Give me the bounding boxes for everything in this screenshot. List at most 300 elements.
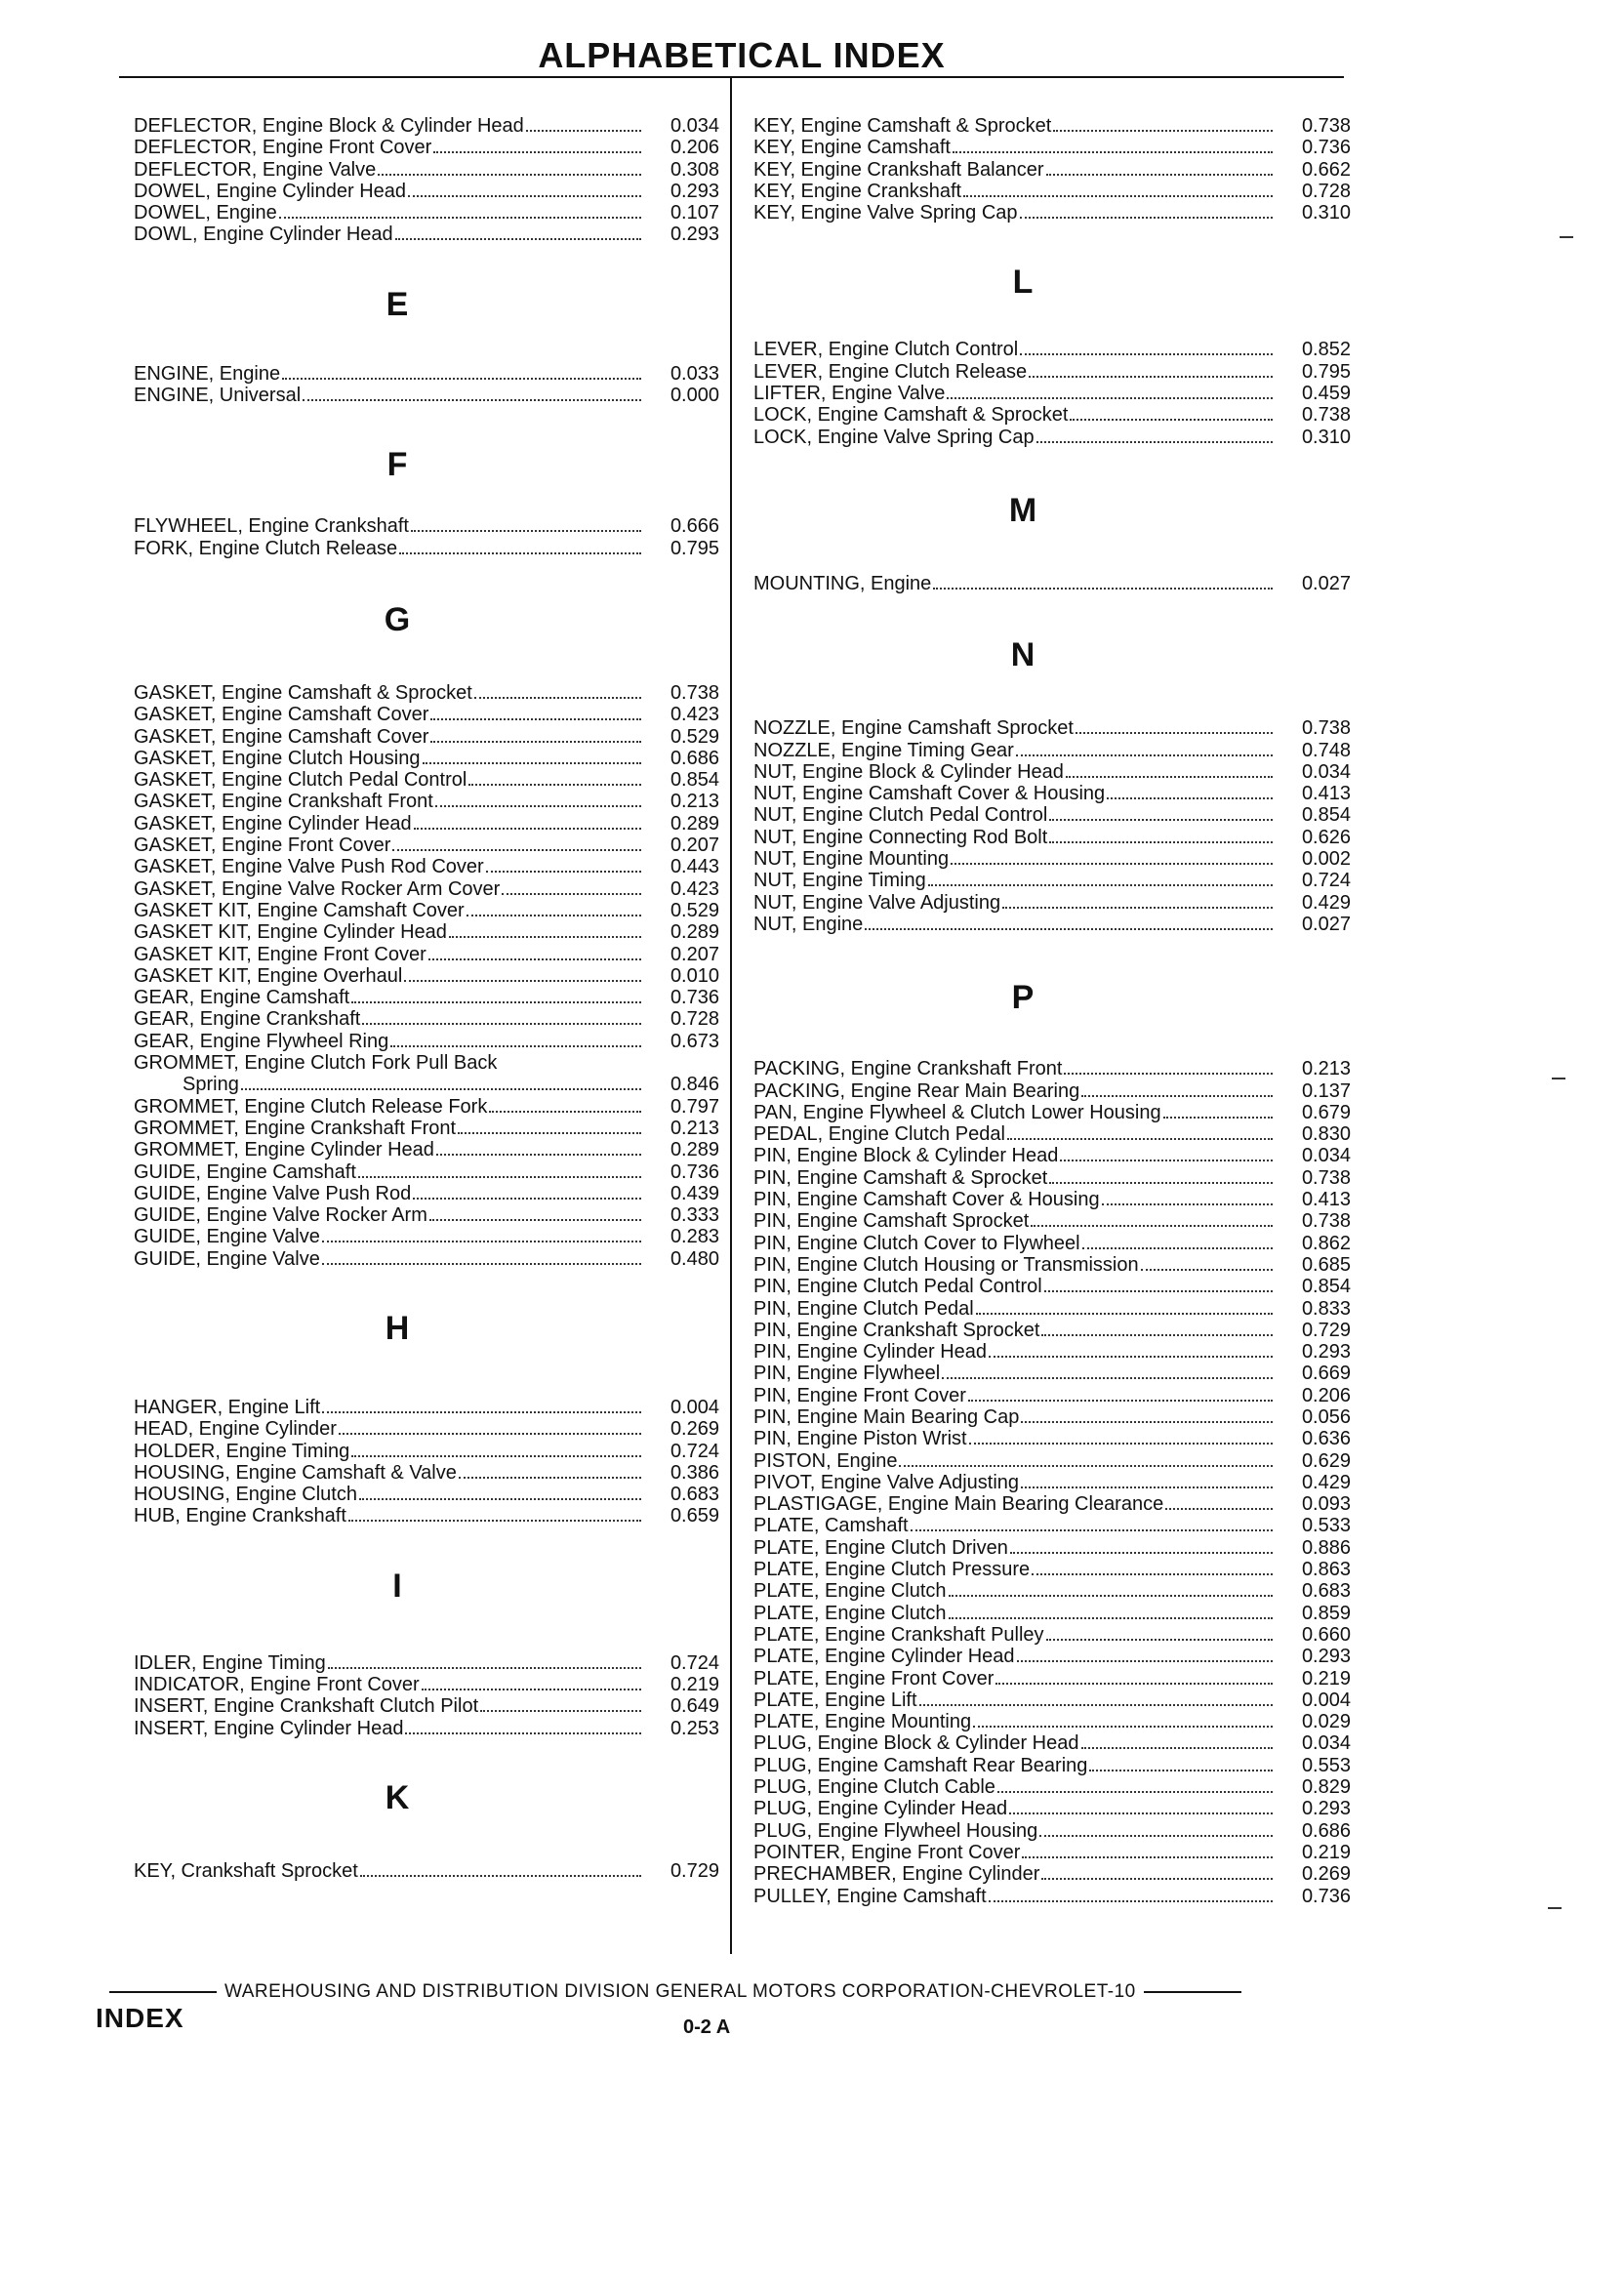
entry-page-number: 0.862 (1301, 1232, 1351, 1254)
dot-leader (997, 1791, 1273, 1793)
entry-page-number: 0.034 (1301, 1145, 1351, 1167)
index-entry (753, 383, 1351, 404)
index-entry (134, 137, 719, 158)
entry-name: NUT, Engine Valve Adjusting (753, 891, 1001, 914)
entry-name: NOZZLE, Engine Camshaft Sprocket (753, 717, 1074, 740)
entry-name: PLATE, Engine Front Cover (753, 1667, 995, 1690)
entry-page-number: 0.137 (1301, 1079, 1351, 1102)
entry-page-number: 0.724 (670, 1440, 719, 1462)
dot-leader (1107, 797, 1273, 799)
entry-page-number: 0.293 (1301, 1646, 1351, 1668)
entry-page-number: 0.797 (670, 1095, 719, 1118)
index-entry (753, 1167, 1351, 1189)
dot-leader (963, 195, 1273, 197)
dot-leader (360, 1875, 641, 1877)
dot-leader (969, 1443, 1273, 1445)
index-entry (753, 740, 1351, 761)
entry-page-number: 0.748 (1301, 739, 1351, 761)
dot-leader (1066, 776, 1273, 778)
dot-leader (467, 915, 641, 916)
entry-name: HEAD, Engine Cylinder (134, 1418, 337, 1441)
entry-name: GROMMET, Engine Cylinder Head (134, 1139, 434, 1161)
entry-name: PACKING, Engine Rear Main Bearing (753, 1079, 1080, 1102)
entry-page-number: 0.728 (670, 1008, 719, 1031)
entry-name: GASKET, Engine Cylinder Head (134, 812, 412, 835)
index-entry (134, 1397, 719, 1418)
index-entry (134, 987, 719, 1008)
entry-page-number: 0.107 (670, 202, 719, 224)
index-entry (134, 1118, 719, 1139)
entry-name: PLATE, Engine Cylinder Head (753, 1646, 1015, 1668)
entry-name: PLUG, Engine Camshaft Rear Bearing (753, 1754, 1088, 1776)
dot-leader (428, 958, 641, 960)
dot-leader (942, 1377, 1273, 1379)
entry-page-number: 0.728 (1301, 180, 1351, 202)
index-entry (134, 791, 719, 812)
entry-name: NUT, Engine Block & Cylinder Head (753, 760, 1064, 783)
index-entry (134, 682, 719, 704)
entry-page-number: 0.289 (670, 812, 719, 835)
entry-page-number: 0.413 (1301, 783, 1351, 805)
entry-name: LEVER, Engine Clutch Control (753, 339, 1019, 361)
index-entry (753, 1298, 1351, 1320)
entry-page-number: 0.795 (670, 537, 719, 559)
index-entry (753, 1886, 1351, 1907)
index-entry (753, 1537, 1351, 1559)
entry-page-number: 0.293 (670, 180, 719, 202)
entry-page-number: 0.213 (670, 1117, 719, 1139)
entry-page-number: 0.846 (670, 1074, 719, 1096)
entry-name: GUIDE, Engine Valve Push Rod (134, 1182, 412, 1204)
dot-leader (322, 1411, 641, 1413)
dot-leader (1060, 1160, 1273, 1161)
index-section (134, 115, 719, 246)
dot-leader (989, 1356, 1273, 1358)
entry-page-number: 0.443 (670, 856, 719, 878)
entry-name: KEY, Engine Camshaft & Sprocket (753, 115, 1052, 137)
right-index-column (753, 115, 1351, 1907)
dot-leader (303, 399, 641, 401)
entry-page-number: 0.207 (670, 835, 719, 857)
entry-page-number: 0.738 (670, 681, 719, 704)
index-entry (134, 769, 719, 791)
index-entry (753, 892, 1351, 914)
index-entry (134, 1226, 719, 1247)
entry-page-number: 0.213 (670, 791, 719, 813)
entry-name: PIN, Engine Main Bearing Cap (753, 1405, 1020, 1428)
entry-page-number: 0.553 (1301, 1754, 1351, 1776)
entry-name: KEY, Engine Camshaft (753, 137, 951, 159)
index-entry (753, 717, 1351, 739)
section-letter: E (386, 285, 409, 323)
index-entry (134, 1052, 719, 1074)
entry-name: PLATE, Engine Lift (753, 1689, 917, 1711)
index-entry (753, 1189, 1351, 1210)
entry-page-number: 0.386 (670, 1461, 719, 1484)
entry-page-number: 0.308 (670, 158, 719, 181)
entry-name: NUT, Engine Mounting (753, 848, 950, 871)
entry-page-number: 0.219 (1301, 1841, 1351, 1863)
entry-page-number: 0.686 (670, 747, 719, 769)
entry-page-number: 0.854 (670, 769, 719, 792)
entry-name: KEY, Engine Valve Spring Cap (753, 202, 1018, 224)
index-entry (753, 1428, 1351, 1449)
entry-page-number: 0.738 (1301, 717, 1351, 740)
footer-section-label: INDEX (96, 2003, 184, 2033)
entry-name: GASKET, Engine Clutch Pedal Control (134, 769, 467, 792)
index-entry (134, 202, 719, 224)
entry-page-number: 0.854 (1301, 1276, 1351, 1298)
entry-page-number: 0.738 (1301, 1210, 1351, 1233)
index-entry (753, 159, 1351, 181)
index-entry (134, 1161, 719, 1183)
dot-leader (951, 863, 1273, 865)
entry-page-number: 0.289 (670, 1139, 719, 1161)
dot-leader (502, 893, 641, 895)
entry-name: PEDAL, Engine Clutch Pedal (753, 1123, 1005, 1146)
index-entry (753, 137, 1351, 158)
entry-name: FLYWHEEL, Engine Crankshaft (134, 515, 409, 538)
entry-page-number: 0.423 (670, 877, 719, 900)
index-entry (134, 1484, 719, 1505)
entry-page-number: 0.736 (670, 987, 719, 1009)
entry-page-number: 0.852 (1301, 339, 1351, 361)
dot-leader (378, 174, 641, 176)
entry-page-number: 0.034 (1301, 1732, 1351, 1755)
entry-name: GEAR, Engine Crankshaft (134, 1008, 361, 1031)
entry-name: PAN, Engine Flywheel & Clutch Lower Housing (753, 1101, 1161, 1123)
dot-leader (359, 1498, 641, 1500)
index-entry (753, 783, 1351, 804)
entry-name: PIN, Engine Crankshaft Sprocket (753, 1319, 1040, 1341)
index-entry (753, 1863, 1351, 1885)
entry-page-number: 0.423 (670, 704, 719, 726)
index-entry (753, 1385, 1351, 1406)
entry-page-number: 0.004 (670, 1396, 719, 1418)
entry-name: GROMMET, Engine Crankshaft Front (134, 1117, 457, 1139)
entry-name: DOWEL, Engine Cylinder Head (134, 180, 407, 202)
index-entry (134, 965, 719, 987)
dot-leader (358, 1176, 641, 1178)
index-section (134, 1270, 719, 1527)
footer-rule-right (1144, 1991, 1241, 1993)
entry-name: PIN, Engine Camshaft & Sprocket (753, 1166, 1048, 1189)
entry-page-number: 0.529 (670, 725, 719, 748)
entry-name: HOLDER, Engine Timing (134, 1440, 350, 1462)
dot-leader (351, 1455, 641, 1457)
index-entry (753, 761, 1351, 783)
entry-name: HUB, Engine Crankshaft (134, 1505, 346, 1527)
index-entry (753, 404, 1351, 426)
dot-leader (1010, 1552, 1273, 1554)
entry-name: HOUSING, Engine Clutch (134, 1484, 357, 1506)
index-entry (134, 1674, 719, 1695)
entry-name: PIN, Engine Front Cover (753, 1384, 966, 1406)
index-entry (134, 385, 719, 406)
dot-leader (429, 1219, 641, 1221)
index-section (753, 935, 1351, 1907)
index-entry (134, 181, 719, 202)
dot-leader (933, 588, 1273, 590)
entry-name: PIN, Engine Clutch Housing or Transmission (753, 1253, 1139, 1276)
entry-name: INDICATOR, Engine Front Cover (134, 1674, 420, 1696)
entry-name: PACKING, Engine Crankshaft Front (753, 1058, 1063, 1080)
entry-name: PLASTIGAGE, Engine Main Bearing Clearance (753, 1493, 1164, 1516)
section-letter: P (1011, 979, 1035, 1017)
entry-name: GROMMET, Engine Clutch Fork Pull Back (134, 1052, 498, 1075)
index-entry (753, 1233, 1351, 1254)
dot-leader (322, 1241, 641, 1242)
entry-page-number: 0.219 (1301, 1667, 1351, 1690)
dot-leader (414, 828, 641, 830)
index-entry (134, 1204, 719, 1226)
index-entry (753, 1102, 1351, 1123)
index-section (753, 115, 1351, 224)
margin-mark (1548, 1907, 1562, 1909)
dot-leader (408, 195, 641, 197)
index-entry (753, 1210, 1351, 1232)
dot-leader (899, 1465, 1273, 1467)
entry-page-number: 0.439 (670, 1182, 719, 1204)
index-entry (753, 1320, 1351, 1341)
entry-name: ENGINE, Engine (134, 362, 281, 385)
entry-page-number: 0.724 (1301, 870, 1351, 892)
dot-leader (953, 151, 1273, 153)
entry-page-number: 0.310 (1301, 426, 1351, 448)
entry-page-number: 0.636 (1301, 1428, 1351, 1450)
index-entry (134, 921, 719, 943)
index-entry (753, 202, 1351, 224)
dot-leader (423, 762, 642, 764)
entry-name: LOCK, Engine Valve Spring Cap (753, 426, 1035, 448)
entry-name: GEAR, Engine Flywheel Ring (134, 1030, 389, 1052)
entry-page-number: 0.666 (670, 515, 719, 538)
entry-name: PLUG, Engine Block & Cylinder Head (753, 1732, 1079, 1755)
entry-page-number: 0.659 (670, 1505, 719, 1527)
entry-page-number: 0.269 (670, 1418, 719, 1441)
dot-leader (1020, 353, 1273, 355)
index-section (753, 594, 1351, 935)
entry-name: GROMMET, Engine Clutch Release Fork (134, 1095, 488, 1118)
index-entry (134, 878, 719, 900)
entry-name: GASKET KIT, Engine Overhaul (134, 964, 403, 987)
index-entry (753, 1363, 1351, 1384)
entry-page-number: 0.027 (1301, 572, 1351, 594)
entry-name: NUT, Engine Clutch Pedal Control (753, 804, 1048, 827)
dot-leader (390, 1045, 641, 1047)
entry-name: PIN, Engine Flywheel (753, 1363, 941, 1385)
dot-leader (348, 1520, 641, 1522)
entry-page-number: 0.738 (1301, 404, 1351, 427)
entry-page-number: 0.736 (1301, 137, 1351, 159)
entry-name: PLUG, Engine Cylinder Head (753, 1798, 1008, 1820)
index-entry (753, 1406, 1351, 1428)
entry-page-number: 0.293 (670, 224, 719, 246)
entry-page-number: 0.207 (670, 943, 719, 965)
entry-page-number: 0.033 (670, 362, 719, 385)
entry-name: DOWL, Engine Cylinder Head (134, 224, 393, 246)
margin-mark (1560, 236, 1573, 238)
entry-page-number: 0.685 (1301, 1253, 1351, 1276)
entry-name: GASKET KIT, Engine Front Cover (134, 943, 426, 965)
dot-leader (976, 1313, 1273, 1315)
entry-page-number: 0.629 (1301, 1449, 1351, 1472)
dot-leader (919, 1704, 1274, 1706)
entry-name: PLATE, Engine Clutch (753, 1602, 947, 1624)
entry-name: PLATE, Engine Clutch Driven (753, 1536, 1008, 1559)
dot-leader (458, 1132, 641, 1134)
dot-leader (1081, 1747, 1274, 1749)
index-entry (134, 1031, 719, 1052)
index-section (134, 246, 719, 407)
entry-name: GEAR, Engine Camshaft (134, 987, 350, 1009)
entry-name: GUIDE, Engine Valve Rocker Arm (134, 1204, 427, 1227)
dot-leader (279, 217, 641, 219)
index-entry (134, 1139, 719, 1160)
entry-page-number: 0.429 (1301, 891, 1351, 914)
entry-page-number: 0.206 (1301, 1384, 1351, 1406)
dot-leader (1081, 1095, 1273, 1097)
entry-page-number: 0.034 (1301, 760, 1351, 783)
index-entry (753, 1254, 1351, 1276)
index-entry (134, 835, 719, 856)
entry-name: PLUG, Engine Clutch Cable (753, 1776, 995, 1799)
dot-leader (1102, 1203, 1273, 1205)
index-entry (134, 363, 719, 385)
dot-leader (351, 1001, 641, 1003)
index-entry (134, 515, 719, 537)
dot-leader (328, 1667, 641, 1669)
entry-name: PIN, Engine Clutch Pedal (753, 1297, 974, 1320)
dot-leader (1049, 841, 1273, 843)
dot-leader (411, 530, 641, 532)
entry-page-number: 0.736 (1301, 1885, 1351, 1907)
entry-page-number: 0.034 (670, 115, 719, 137)
entry-name: INSERT, Engine Crankshaft Clutch Pilot (134, 1695, 479, 1718)
section-letter: I (392, 1567, 402, 1605)
entry-name: KEY, Engine Crankshaft Balancer (753, 158, 1044, 181)
index-entry (753, 827, 1351, 848)
entry-name: POINTER, Engine Front Cover (753, 1841, 1021, 1863)
entry-name: PLATE, Engine Mounting (753, 1711, 972, 1733)
index-entry (753, 427, 1351, 448)
index-section (134, 1527, 719, 1739)
entry-page-number: 0.480 (670, 1247, 719, 1270)
entry-name: PLATE, Engine Clutch Pressure (753, 1559, 1031, 1581)
dot-leader (395, 238, 641, 240)
entry-name: KEY, Crankshaft Sprocket (134, 1859, 358, 1882)
entry-name: NUT, Engine Connecting Rod Bolt (753, 826, 1048, 848)
entry-name: NUT, Engine (753, 913, 864, 935)
index-entry (753, 1755, 1351, 1776)
entry-name: PIN, Engine Camshaft Sprocket (753, 1210, 1030, 1233)
dot-leader (399, 552, 641, 554)
dot-leader (422, 1689, 641, 1690)
dot-leader (1089, 1770, 1273, 1771)
entry-name: PIVOT, Engine Valve Adjusting (753, 1471, 1020, 1493)
entry-name: PIN, Engine Clutch Pedal Control (753, 1276, 1042, 1298)
index-entry (134, 1096, 719, 1118)
dot-leader (1082, 1247, 1273, 1249)
entry-name: NUT, Engine Camshaft Cover & Housing (753, 783, 1106, 805)
index-entry (134, 1505, 719, 1527)
entry-name: PLATE, Camshaft (753, 1515, 909, 1537)
index-entry (753, 1559, 1351, 1580)
entry-name: GASKET KIT, Engine Cylinder Head (134, 921, 447, 944)
dot-leader (947, 397, 1273, 399)
section-letter: M (1008, 491, 1037, 529)
index-entry (134, 1008, 719, 1030)
index-entry (134, 813, 719, 835)
section-letter: F (386, 446, 408, 484)
dot-leader (392, 849, 641, 851)
entry-name: DEFLECTOR, Engine Block & Cylinder Head (134, 115, 524, 137)
dot-leader (1163, 1117, 1273, 1119)
index-entry (753, 1690, 1351, 1711)
dot-leader (1022, 1856, 1273, 1858)
entry-page-number: 0.795 (1301, 360, 1351, 383)
index-entry (753, 1145, 1351, 1166)
entry-page-number: 0.683 (670, 1484, 719, 1506)
entry-page-number: 0.854 (1301, 804, 1351, 827)
entry-page-number: 0.027 (1301, 913, 1351, 935)
dot-leader (486, 871, 641, 873)
entry-page-number: 0.293 (1301, 1798, 1351, 1820)
index-entry (753, 1580, 1351, 1602)
dot-leader (526, 130, 641, 132)
index-entry (134, 1418, 719, 1440)
dot-leader (405, 1732, 641, 1734)
entry-page-number: 0.010 (670, 964, 719, 987)
entry-page-number: 0.283 (670, 1226, 719, 1248)
index-entry (753, 914, 1351, 935)
index-entry (753, 339, 1351, 360)
footer-publisher: WAREHOUSING AND DISTRIBUTION DIVISION GENERAL MOTORS CORPORATION-CHEVROLET-10 (224, 1981, 1136, 2002)
index-entry (753, 1603, 1351, 1624)
index-entry (753, 870, 1351, 891)
index-entry (753, 1493, 1351, 1515)
index-entry (753, 1711, 1351, 1732)
entry-page-number: 0.738 (1301, 1166, 1351, 1189)
entry-page-number: 0.724 (670, 1651, 719, 1674)
index-entry (134, 1074, 719, 1095)
index-entry (753, 1058, 1351, 1079)
footer-rule-left (109, 1991, 217, 1993)
entry-name: GUIDE, Engine Camshaft (134, 1160, 356, 1183)
index-entry (753, 1123, 1351, 1145)
section-letter: L (1012, 264, 1034, 302)
entry-name: LIFTER, Engine Valve (753, 383, 946, 405)
entry-name: PULLEY, Engine Camshaft (753, 1885, 987, 1907)
dot-leader (1046, 174, 1273, 176)
index-entry (134, 224, 719, 245)
dot-leader (241, 1088, 641, 1090)
dot-leader (949, 1595, 1273, 1597)
section-letter: G (384, 600, 411, 638)
entry-name: GASKET, Engine Valve Rocker Arm Cover (134, 877, 501, 900)
index-entry (753, 361, 1351, 383)
index-entry (134, 1718, 719, 1739)
entry-name: GASKET, Engine Valve Push Rod Cover (134, 856, 484, 878)
dot-leader (1031, 1225, 1273, 1227)
entry-page-number: 0.333 (670, 1204, 719, 1227)
dot-leader (865, 928, 1273, 930)
entry-page-number: 0.269 (1301, 1863, 1351, 1886)
entry-name: GASKET, Engine Camshaft & Sprocket (134, 681, 472, 704)
entry-page-number: 0.833 (1301, 1297, 1351, 1320)
entry-name: PLATE, Engine Clutch (753, 1580, 947, 1603)
dot-leader (1049, 1182, 1273, 1184)
